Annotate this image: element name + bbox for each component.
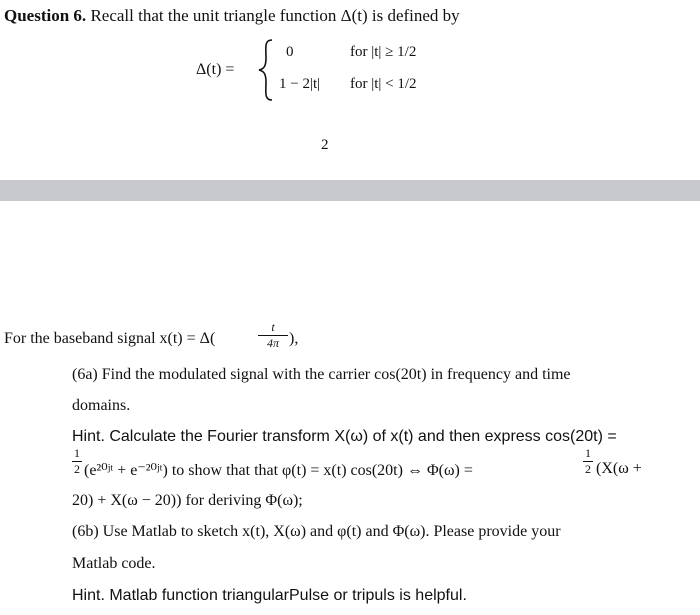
case1-condition: for |t| ≥ 1/2 xyxy=(350,44,417,60)
part-b-line2: Matlab code. xyxy=(72,555,156,572)
part-b-line1: (6b) Use Matlab to sketch x(t), X(ω) and φ(t) and Φ(ω). Please provide your xyxy=(72,523,561,540)
case1-value: 0 xyxy=(286,44,294,60)
baseband-statement: For the baseband signal x(t) = Δ( xyxy=(4,330,216,347)
baseband-tail: ), xyxy=(289,330,299,347)
page-separator xyxy=(0,180,700,201)
definition-lhs: Δ(t) = xyxy=(196,61,235,78)
hint-a-line2: (e²⁰ʲᵗ + e⁻²⁰ʲᵗ) to show that that φ(t) = x(t) cos(20t) ⇔ Φ(ω) = xyxy=(84,462,473,479)
hint-a-line1: Hint. Calculate the Fourier transform X(ω) of x(t) and then express cos(20t) = xyxy=(72,428,617,445)
question-heading xyxy=(4,6,460,26)
hint-b-function1: triangularPulse xyxy=(222,587,330,604)
hint-b-text2: or xyxy=(329,587,353,604)
fraction-denominator: 4π xyxy=(258,335,288,351)
hint-a-half-fraction-2 xyxy=(583,446,593,477)
hint-b xyxy=(72,587,467,605)
half2-numerator: 1 xyxy=(585,446,591,460)
page-number: 2 xyxy=(321,137,329,153)
question-label: Question 6. xyxy=(4,6,87,25)
question-intro: Recall that the unit triangle function Δ(t) is defined by xyxy=(90,6,460,25)
hint-a-line2-tail: (X(ω + xyxy=(596,460,642,477)
part-a-line2: domains. xyxy=(72,397,131,414)
half-denominator: 2 xyxy=(74,462,80,476)
case2-condition: for |t| < 1/2 xyxy=(350,76,417,92)
half-numerator: 1 xyxy=(74,446,80,460)
part-a-line1: (6a) Find the modulated signal with the carrier cos(20t) in frequency and time xyxy=(72,366,571,383)
case2-value: 1 − 2|t| xyxy=(279,76,321,92)
hint-a-half-fraction xyxy=(72,446,82,477)
hint-b-function2: tripuls xyxy=(352,587,395,604)
half2-denominator: 2 xyxy=(585,462,591,476)
brace-icon xyxy=(256,38,278,102)
baseband-fraction xyxy=(258,320,288,351)
hint-b-text3: is helpful. xyxy=(394,587,467,604)
hint-a-line3: 20) + X(ω − 20)) for deriving Φ(ω); xyxy=(72,492,303,509)
fraction-numerator: t xyxy=(271,320,275,334)
hint-b-text1: Hint. Matlab function xyxy=(72,587,223,604)
